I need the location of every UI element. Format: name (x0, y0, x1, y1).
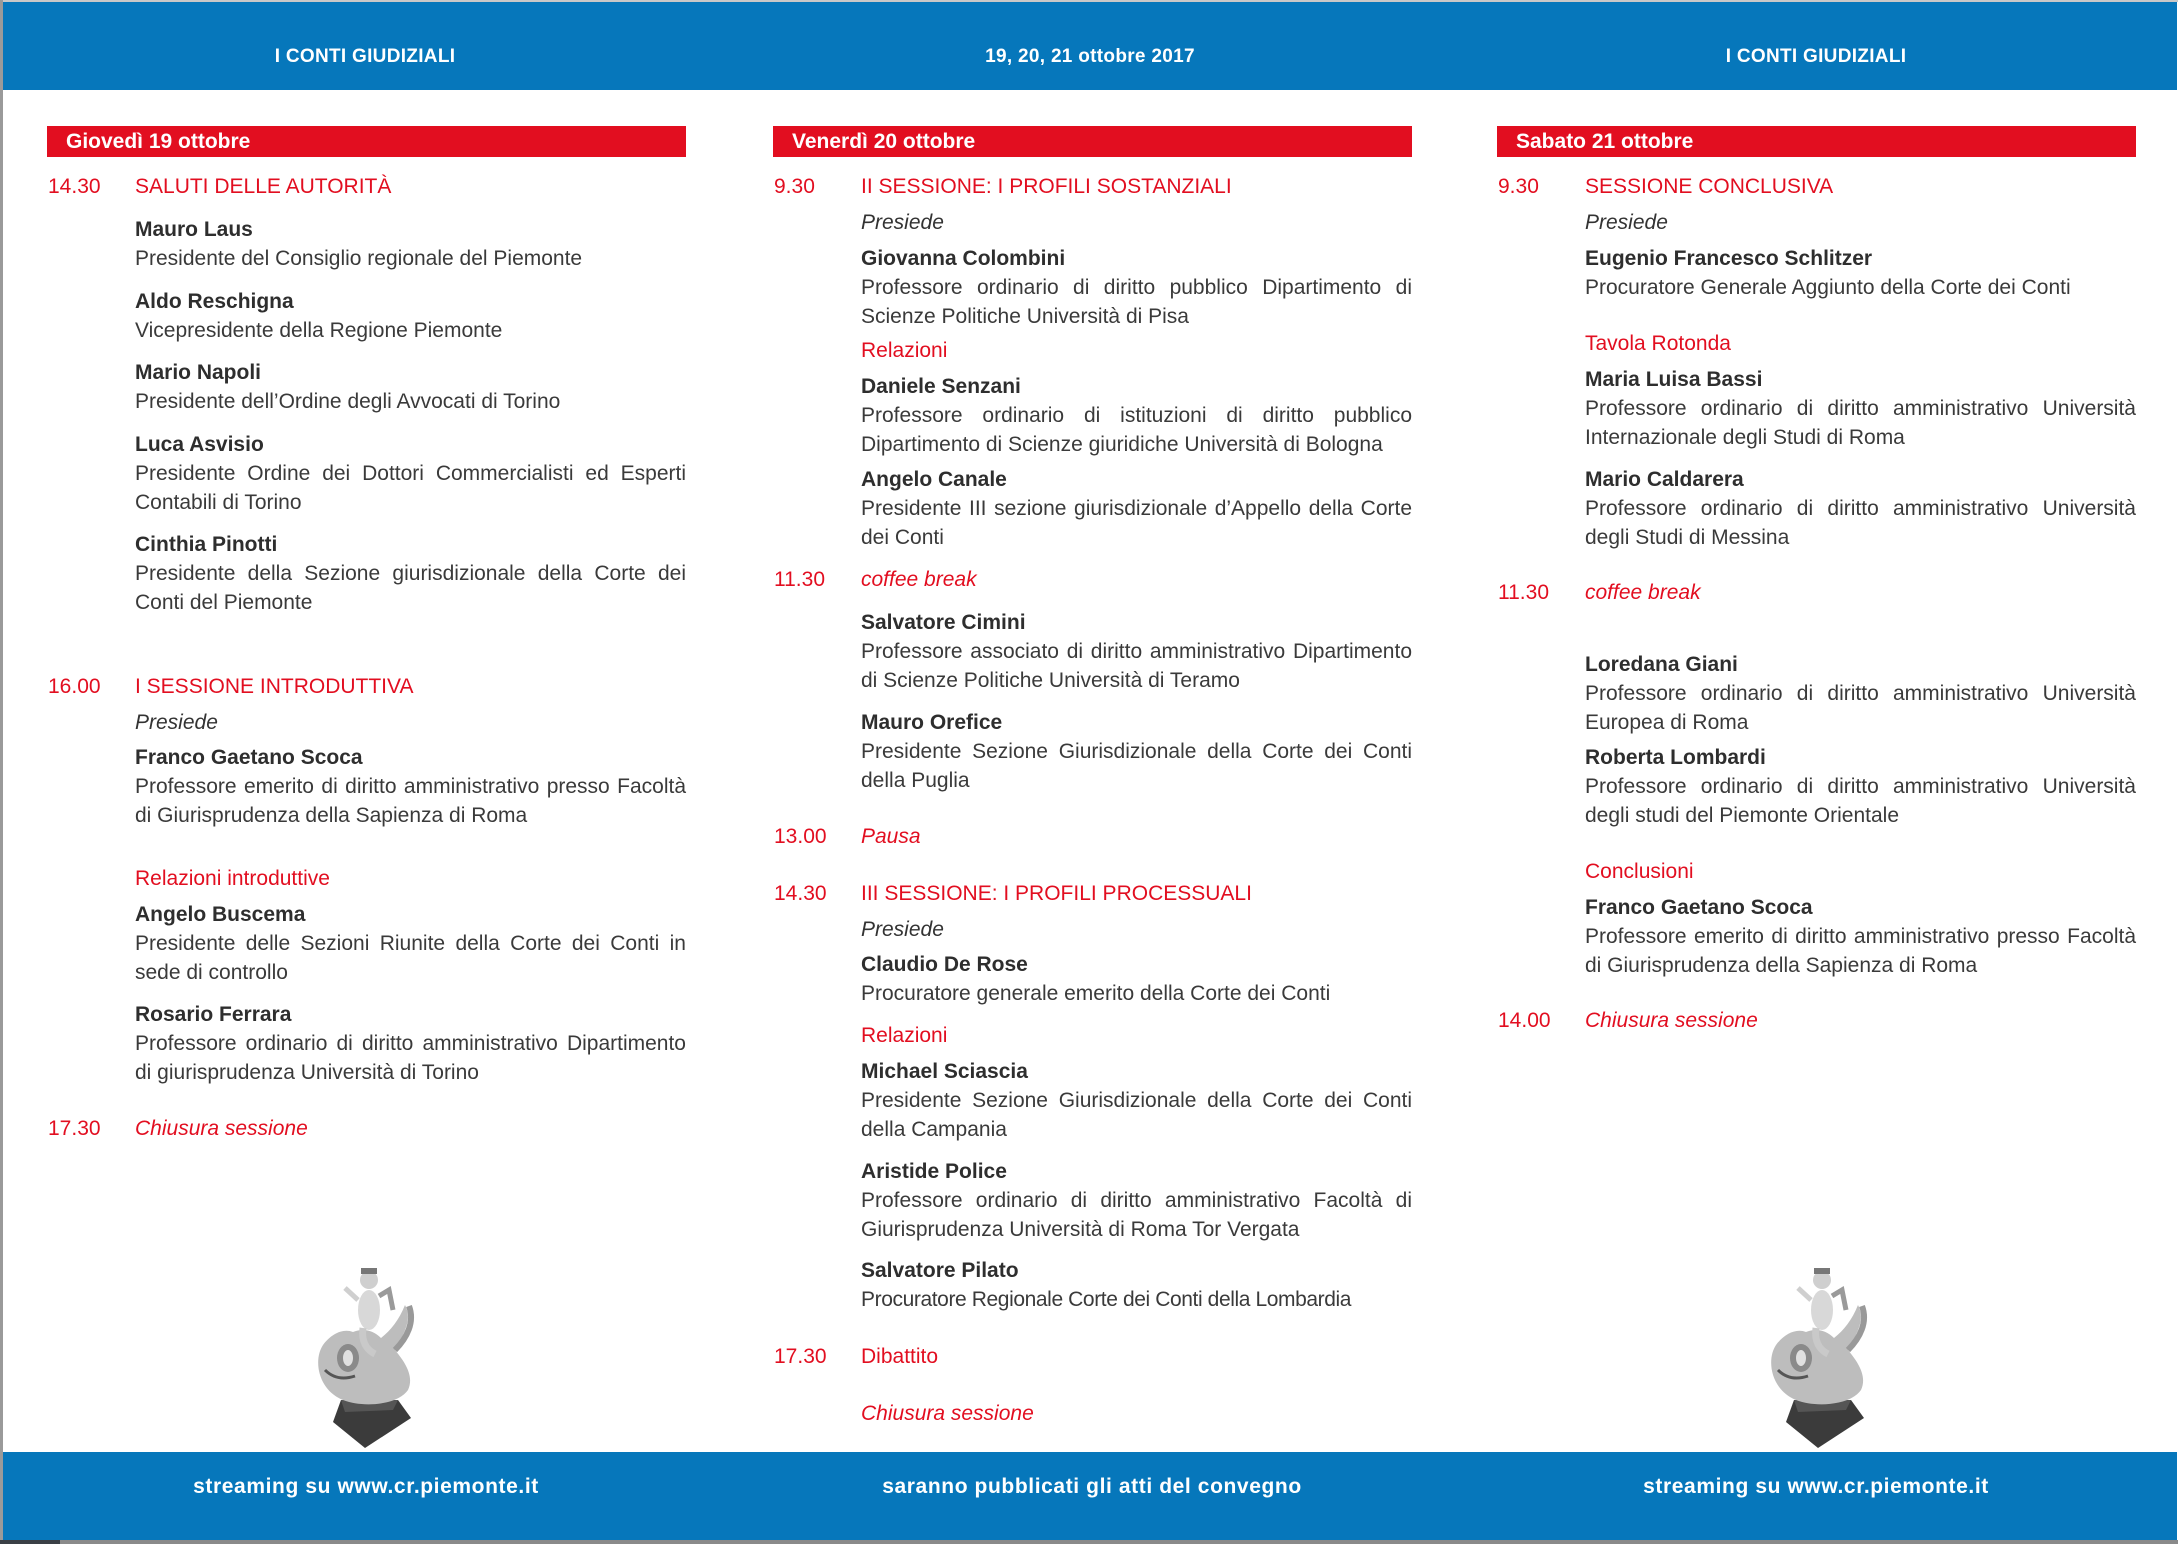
speaker-name: Aristide Police (861, 1160, 1007, 1183)
speaker-name: Salvatore Pilato (861, 1259, 1019, 1282)
speaker-name: Michael Sciascia (861, 1060, 1028, 1083)
item-time: 11.30 (1498, 581, 1549, 604)
speaker-role: Procuratore Regionale Corte dei Conti della Lombardia (861, 1288, 1352, 1311)
speaker-name: Mario Napoli (135, 361, 262, 384)
speaker-name: Luca Asvisio (135, 433, 264, 456)
presiede-text: Presiede (135, 711, 218, 734)
debate-text: Dibattito (861, 1345, 939, 1368)
section-label-text: Conclusioni (1585, 860, 1694, 883)
speaker-role: Presidente III sezione giurisdizionale d’Appello della Corte dei Conti (861, 497, 1412, 549)
item-time: 16.00 (48, 675, 101, 698)
speaker-name: Giovanna Colombini (861, 247, 1066, 270)
day-column-friday (773, 0, 1412, 1452)
footer-proceedings-note: saranno pubblicati gli atti del convegno (882, 1475, 1302, 1498)
footer-streaming-link[interactable]: streaming su www.cr.piemonte.it (1643, 1475, 1989, 1498)
speaker-name: Mario Caldarera (1585, 468, 1744, 491)
session-title: I SESSIONE INTRODUTTIVA (135, 675, 414, 698)
header-dates: 19, 20, 21 ottobre 2017 (985, 46, 1195, 67)
closing-text: Chiusura sessione (861, 1402, 1034, 1425)
session-title: II SESSIONE: I PROFILI SOSTANZIALI (861, 175, 1232, 198)
day-column-thursday (47, 0, 686, 1452)
speaker-role: Presidente della Sezione giurisdizionale della Corte dei Conti del Piemonte (135, 562, 686, 614)
speaker-role: Professore ordinario di diritto amministrativo Università degli Studi di Messina (1585, 497, 2136, 549)
item-time: 13.00 (774, 825, 827, 848)
item-time: 11.30 (774, 568, 825, 591)
speaker-role: Professore ordinario di diritto amministrativo Università Europea di Roma (1585, 682, 2136, 734)
presiede-text: Presiede (861, 918, 944, 941)
closing-text: Chiusura sessione (135, 1117, 308, 1140)
speaker-name: Rosario Ferrara (135, 1003, 292, 1026)
speaker-name: Loredana Giani (1585, 653, 1738, 676)
day-header: Sabato 21 ottobre (1497, 126, 2136, 157)
speaker-name: Franco Gaetano Scoca (1585, 896, 1813, 919)
presiede-text: Presiede (861, 211, 944, 234)
section-label-text: Relazioni (861, 339, 948, 362)
speaker-role: Professore associato di diritto amministrativo Dipartimento di Scienze Politiche Università di Teramo (861, 640, 1412, 692)
speaker-role: Professore ordinario di istituzioni di diritto pubblico Dipartimento di Scienze giuridiche Università di Bologna (861, 404, 1412, 456)
break-text: coffee break (861, 568, 977, 591)
speaker-role: Professore ordinario di diritto pubblico Dipartimento di Scienze Politiche Università di Pisa (861, 276, 1412, 328)
section-label-text: Relazioni introduttive (135, 867, 330, 890)
speaker-role: Professore emerito di diritto amministrativo presso Facoltà di Giurisprudenza della Sapienza di Roma (1585, 925, 2136, 977)
speaker-role: Professore ordinario di diritto amministrativo Università Internazionale degli Studi di Roma (1585, 397, 2136, 449)
speaker-role: Professore ordinario di diritto amministrativo Facoltà di Giurisprudenza Università di Roma Tor Vergata (861, 1189, 1412, 1241)
speaker-name: Eugenio Francesco Schlitzer (1585, 247, 1873, 270)
speaker-role: Professore ordinario di diritto amministrativo Dipartimento di giurisprudenza Università di Torino (135, 1032, 686, 1084)
day-header: Venerdì 20 ottobre (773, 126, 1412, 157)
speaker-name: Angelo Buscema (135, 903, 306, 926)
speaker-name: Mauro Laus (135, 218, 253, 241)
header-left-title: I CONTI GIUDIZIALI (274, 46, 456, 67)
item-time: 9.30 (1498, 175, 1539, 198)
speaker-name: Maria Luisa Bassi (1585, 368, 1763, 391)
presiede-text: Presiede (1585, 211, 1668, 234)
speaker-role: Procuratore generale emerito della Corte dei Conti (861, 982, 1331, 1005)
header-right-title: I CONTI GIUDIZIALI (1725, 46, 1907, 67)
footer-streaming-link[interactable]: streaming su www.cr.piemonte.it (193, 1475, 539, 1498)
section-label-text: Relazioni (861, 1024, 948, 1047)
speaker-role: Presidente Ordine dei Dottori Commercialisti ed Esperti Contabili di Torino (135, 462, 686, 514)
speaker-role: Presidente dell’Ordine degli Avvocati di Torino (135, 390, 561, 413)
speaker-name: Daniele Senzani (861, 375, 1021, 398)
item-time: 17.30 (774, 1345, 827, 1368)
speaker-name: Claudio De Rose (861, 953, 1028, 976)
session-title: III SESSIONE: I PROFILI PROCESSUALI (861, 882, 1252, 905)
session-title: SALUTI DELLE AUTORITÀ (135, 175, 392, 198)
fountain-statue-image (1756, 1250, 1886, 1450)
speaker-role: Vicepresidente della Regione Piemonte (135, 319, 503, 342)
speaker-role: Presidente Sezione Giurisdizionale della Corte dei Conti della Puglia (861, 740, 1412, 792)
speaker-name: Salvatore Cimini (861, 611, 1026, 634)
speaker-role: Presidente Sezione Giurisdizionale della Corte dei Conti della Campania (861, 1089, 1412, 1141)
fountain-statue-image (303, 1250, 433, 1450)
speaker-name: Mauro Orefice (861, 711, 1003, 734)
statue-icon (303, 1250, 433, 1450)
speaker-name: Angelo Canale (861, 468, 1007, 491)
item-time: 9.30 (774, 175, 815, 198)
speaker-name: Aldo Reschigna (135, 290, 294, 313)
window-left-edge (0, 0, 3, 1544)
window-bottom-edge (0, 1540, 2178, 1544)
speaker-role: Procuratore Generale Aggiunto della Corte dei Conti (1585, 276, 2071, 299)
item-time: 17.30 (48, 1117, 101, 1140)
day-column-saturday (1497, 0, 2136, 1452)
speaker-role: Presidente del Consiglio regionale del Piemonte (135, 247, 583, 270)
closing-text: Chiusura sessione (1585, 1009, 1758, 1032)
break-text: coffee break (1585, 581, 1701, 604)
statue-icon (1756, 1250, 1886, 1450)
speaker-name: Roberta Lombardi (1585, 746, 1766, 769)
day-header: Giovedì 19 ottobre (47, 126, 686, 157)
section-label-text: Tavola Rotonda (1585, 332, 1731, 355)
item-time: 14.30 (48, 175, 101, 198)
session-title: SESSIONE CONCLUSIVA (1585, 175, 1834, 198)
speaker-role: Professore ordinario di diritto amministrativo Università degli studi del Piemonte Orientale (1585, 775, 2136, 827)
item-time: 14.30 (774, 882, 827, 905)
speaker-role: Presidente delle Sezioni Riunite della Corte dei Conti in sede di controllo (135, 932, 686, 984)
item-time: 14.00 (1498, 1009, 1551, 1032)
speaker-name: Franco Gaetano Scoca (135, 746, 363, 769)
speaker-role: Professore emerito di diritto amministrativo presso Facoltà di Giurisprudenza della Sapienza di Roma (135, 775, 686, 827)
break-text: Pausa (861, 825, 921, 848)
speaker-name: Cinthia Pinotti (135, 533, 278, 556)
